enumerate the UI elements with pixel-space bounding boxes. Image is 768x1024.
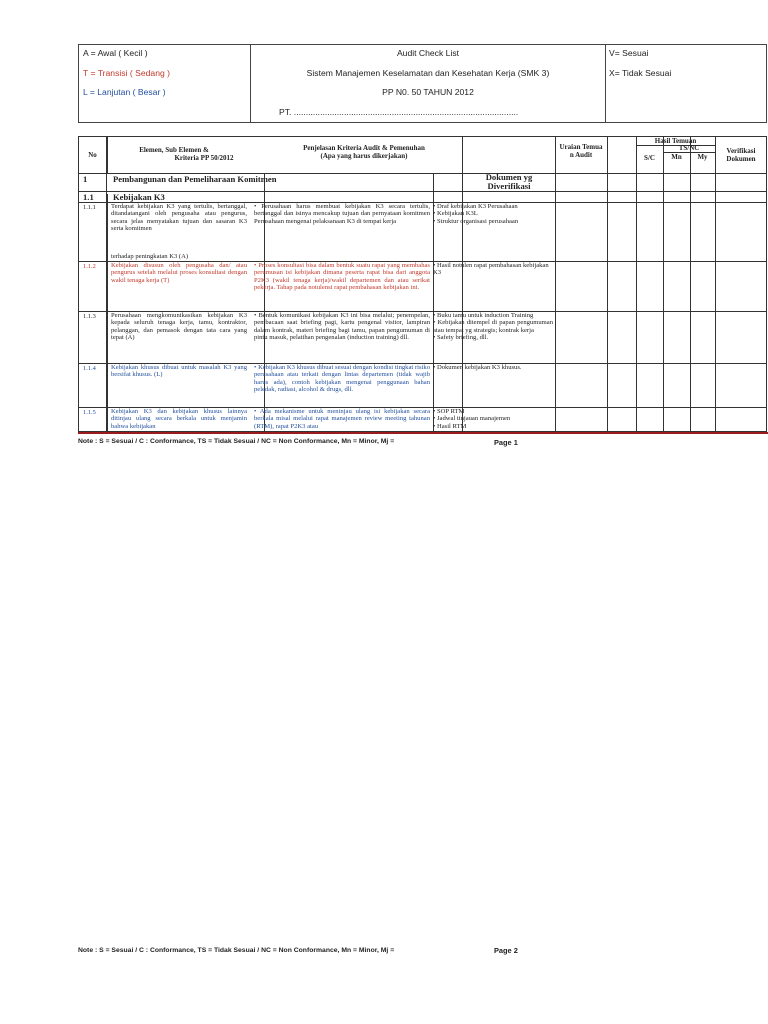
legend-cell: [79, 45, 251, 122]
row-dokumen-item: • Hasil notulen rapat pembahasan kebijakan K3: [433, 262, 549, 277]
footer-note: Note : S = Sesuai / C : Conformance, TS = Tidak Sesuai / NC = Non Conformance, Mn = Minor, Mj =: [78, 947, 395, 954]
row-dokumen-item: • Kebijakan K3L: [433, 210, 478, 218]
row-dokumen-item: • Dokumen kebijakan K3 khusus.: [433, 364, 522, 371]
row-dokumen: [433, 408, 553, 430]
subsection-number: 1.1: [83, 192, 94, 202]
row-dokumen: [433, 203, 553, 225]
section-doc-line1: Dokumen yg: [485, 172, 533, 182]
row-penjelasan: • Perusahaan harus membuat kebijakan K3 secara tertulis, bertanggal dan isinya mencakup tujuan dan pernyataan komitmen Perusahaan mengenai pelaksanaan K3 di tempat kerja: [254, 203, 430, 225]
col-uraian-header: Uraian Temua n Audit: [559, 143, 603, 159]
section-doc-line2: Diverifikasi: [487, 181, 531, 191]
col-mn-header: Mn: [671, 153, 682, 161]
row-elemen-text: Terdapat kebijakan K3 yang tertulis, bertanggal, ditandatangani oleh pengusaha atau pengurus, secara jelas menyatakan tujuan dan sasaran K3 serta komitmen: [111, 203, 247, 233]
grid-line: [462, 137, 463, 431]
grid-line: [636, 137, 637, 431]
col-no-header: No: [88, 151, 97, 159]
col-sc-header: S/C: [644, 154, 655, 162]
subsection-title: Kebijakan K3: [113, 192, 165, 202]
row-dokumen-item: • Kebijakan ditempel di papan pengumuman atau tempat yg strategis; kontrak kerja: [433, 319, 553, 334]
col-penjelasan-header: Penjelasan Kriteria Audit & Pemenuhan: [303, 144, 425, 152]
row-number: 1.1.2: [83, 263, 96, 270]
legend-awal: A = Awal ( Kecil ): [83, 48, 148, 58]
page-number: Page 2: [494, 946, 518, 955]
col-my-header: My: [697, 153, 708, 161]
footer-note: Note : S = Sesuai / C : Conformance, TS = Tidak Sesuai / NC = Non Conformance, Mn = Minor, Mj =: [78, 438, 395, 445]
row-dokumen: [433, 262, 553, 277]
grid-line: [715, 137, 716, 431]
row-dokumen-item: • Hasil RTM: [433, 422, 467, 430]
legend-lanjutan: L = Lanjutan ( Besar ): [83, 87, 166, 97]
section-title: Pembangunan dan Pemeliharaan Komitmen: [113, 174, 277, 184]
title-cell: [251, 45, 606, 122]
row-number: 1.1.5: [83, 409, 96, 416]
legend-transisi: T = Transisi ( Sedang ): [83, 68, 171, 78]
row-dokumen-item: • SOP RTM: [433, 408, 465, 415]
section-doc-header: [465, 173, 553, 191]
section-number: 1: [83, 174, 88, 184]
grid-line: [690, 137, 691, 431]
grid-line: [663, 137, 664, 431]
row-number: 1.1.1: [83, 204, 96, 211]
legend-v-sesuai: V= Sesuai: [609, 48, 649, 58]
col-hasil-header: Hasil Temuan: [654, 137, 697, 145]
grid-line: [79, 191, 766, 192]
row-dokumen-item: • Jadwal tinjauan manajemen: [433, 415, 511, 423]
page-number: Page 1: [494, 438, 518, 447]
col-verifikasi-header: Verifikasi Dokumen: [726, 147, 756, 163]
row-dokumen-item: • Safety briefing, dll.: [433, 334, 489, 342]
page-title: Audit Check List: [396, 48, 460, 58]
company-field: PT. ..............................................................................................: [279, 107, 519, 117]
row-elemen-tail: terhadap peningkatan K3 (A): [111, 253, 189, 260]
row-elemen: Kebijakan disusun oleh pengusaha dan/ atau pengurus setelah melalui proses konsultasi dengan wakil tenaga kerja (T): [111, 262, 247, 284]
row-penjelasan: • Proses konsultasi bisa dalam bentuk suatu rapat yang membahas perumusan isi kebijakan dimana peserta rapat bisa dari anggota P2K3 (wakil tenaga kerja)/wakil departemen dan atau serikat pekerja. Tahap pada notulensi rapat pembahasan kebijakan ini.: [254, 262, 430, 292]
row-penjelasan: • Bentuk komunikasi kebijakan K3 ini bisa melalui; penempelan, pembacaan saat briefing pagi, kartu pengenal visitor, lampiran dalam kontrak, materi briefing bagi tamu, papan pengumuman di pintu masuk, pelatihan pengenalan (induction training) dll.: [254, 312, 430, 342]
grid-line: [107, 137, 108, 173]
col-penjelasan-sub-header: (Apa yang harus dikerjakan): [320, 152, 408, 160]
mark-legend-cell: [606, 45, 766, 122]
col-tsnc-header: TS/NC: [678, 144, 700, 152]
row-dokumen-item: • Buku tamu untuk induction Training: [433, 312, 534, 319]
row-dokumen-item: • Struktur organisasi perusahaan: [433, 217, 519, 225]
row-penjelasan: • Kebijakan K3 khusus dibuat sesuai dengan kondisi tingkat risiko perusahaan atau terkait dengan lintas departemen (tidak wajib harus ada), contoh kebijakan mengenai penggunaan bahan peledak, radiasi, alcohol & drugs, dll.: [254, 364, 430, 394]
grid-line: [607, 137, 608, 431]
row-dokumen: [433, 312, 553, 342]
regulation-label: PP N0. 50 TAHUN 2012: [382, 87, 474, 97]
row-elemen: [111, 203, 247, 233]
row-number: 1.1.3: [83, 313, 96, 320]
row-elemen: Kebijakan khusus dibuat untuk masalah K3 yang bersifat khusus. (L): [111, 364, 247, 379]
audit-table: [78, 136, 767, 432]
grid-line: [107, 194, 108, 431]
row-number: 1.1.4: [83, 365, 96, 372]
page-divider: [78, 432, 768, 434]
col-elemen-header: Elemen, Sub Elemen &: [139, 146, 209, 154]
row-penjelasan: • Ada mekanisme untuk meninjau ulang isi kebijakan secara berkala misal melalui rapat manajemen review meeting tahunan (RTM), rapat P2K3 atau: [254, 408, 430, 430]
row-elemen: Kebijakan K3 dan kebijakan khusus lainnya ditinjau ulang secara berkala untuk menjamin bahwa kebijakan: [111, 408, 247, 430]
audit-header-box: [78, 44, 767, 123]
row-elemen: Perusahaan mengkomunikasikan kebijakan K3 kepada seluruh tenaga kerja, tamu, kontraktor, pelanggan, dan pemasok dengan tata cara yang tepat (A): [111, 312, 247, 342]
legend-x-tidak-sesuai: X= Tidak Sesuai: [609, 68, 672, 78]
grid-line: [555, 137, 556, 431]
page-subtitle: Sistem Manajemen Keselamatan dan Kesehatan Kerja (SMK 3): [306, 68, 550, 78]
col-kriteria-header: Kriteria PP 50/2012: [174, 154, 234, 162]
row-dokumen: [433, 364, 553, 371]
row-dokumen-item: • Draf kebijakan K3 Perusahaan: [433, 203, 518, 210]
